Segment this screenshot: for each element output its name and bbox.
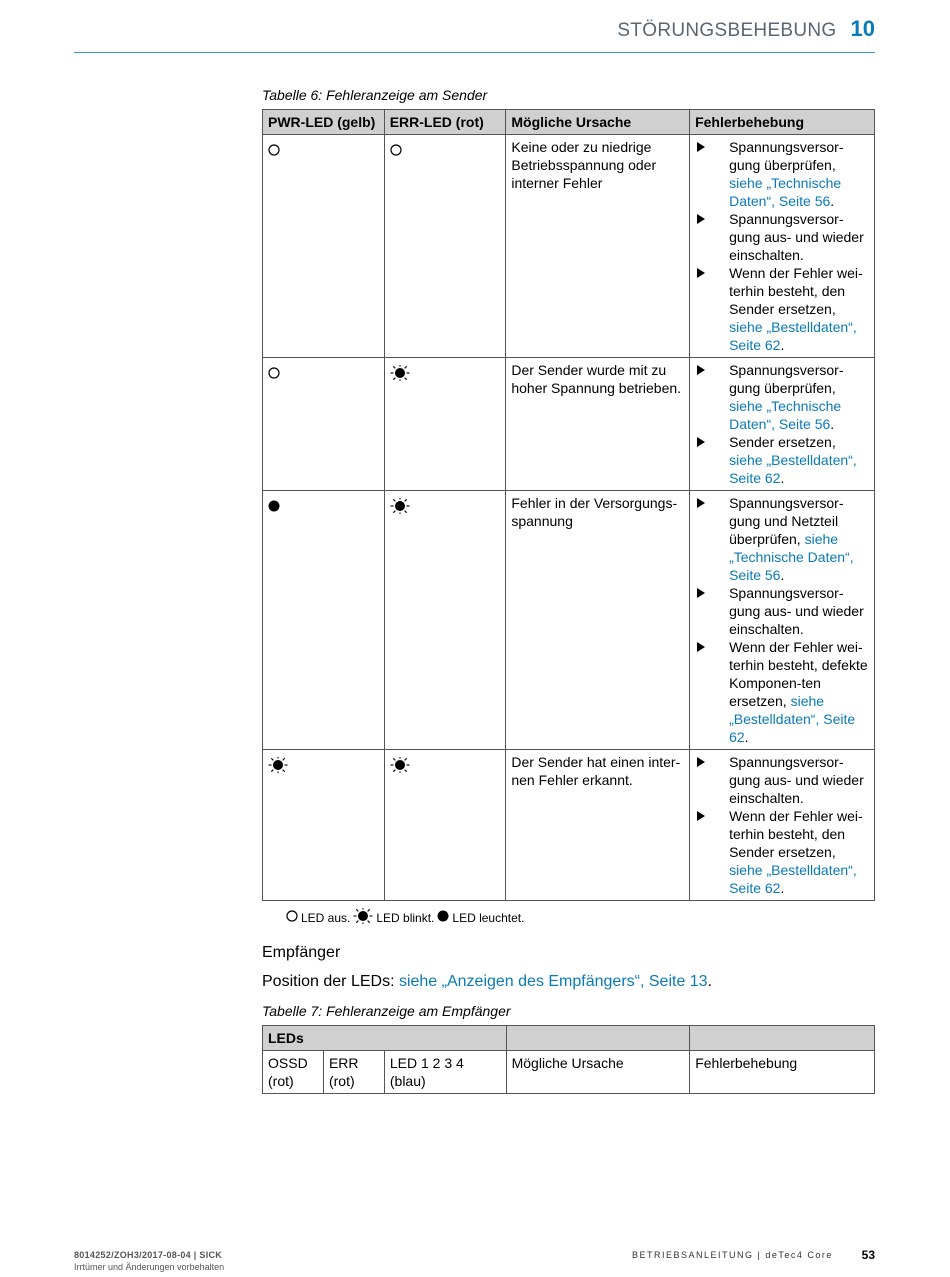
col-fix: Fehlerbehebung: [690, 1051, 875, 1094]
table6-header-row: [263, 110, 875, 135]
footer-doc-info: [74, 1249, 224, 1273]
col-header-fix: Fehlerbehebung: [690, 110, 875, 135]
fix-link[interactable]: siehe „Technische Daten“, Seite 56: [729, 398, 842, 432]
fix-step: [695, 638, 869, 746]
fix-link[interactable]: siehe „Bestelldaten“, Seite 62: [729, 693, 856, 745]
fix-end: .: [780, 337, 785, 353]
fix-end: .: [830, 193, 835, 209]
table6-row: [263, 135, 875, 358]
led-off-icon: [286, 910, 298, 925]
table7: [262, 1025, 875, 1094]
position-end: .: [707, 973, 713, 990]
pwr-led-cell: [263, 750, 385, 901]
led-on-icon: [437, 910, 449, 925]
position-label: Position der LEDs:: [262, 973, 399, 990]
led-blink-icon: [268, 757, 288, 777]
led-position-text: [262, 973, 712, 991]
err-led-cell: [384, 358, 506, 491]
fix-list: [695, 753, 869, 897]
fix-step: [695, 807, 869, 897]
fix-end: .: [830, 416, 835, 432]
fix-end: .: [780, 880, 785, 896]
table6-row: [263, 750, 875, 901]
table6-caption: Tabelle 6: Fehleranzeige am Sender: [262, 87, 488, 103]
led-off-icon: [268, 365, 280, 383]
fix-cell: [690, 491, 875, 750]
fix-text: Spannungsversor-gung aus- und wieder einschalten.: [729, 211, 864, 263]
fix-text: Spannungsversor-gung überprüfen,: [729, 362, 844, 396]
fix-text: Wenn der Fehler wei-terhin besteht, den Sender ersetzen,: [729, 265, 863, 317]
cause-cell: Der Sender wurde mit zu hoher Spannung betrieben.: [506, 358, 690, 491]
table7-caption: Tabelle 7: Fehleranzeige am Empfänger: [262, 1003, 511, 1019]
fix-step: [695, 264, 869, 354]
chapter-title: STÖRUNGSBEHEBUNG: [617, 20, 837, 41]
fix-step: [695, 584, 869, 638]
footer-note: Irrtümer und Änderungen vorbehalten: [74, 1262, 225, 1272]
fix-step: [695, 361, 869, 433]
table6-row: [263, 358, 875, 491]
fix-link[interactable]: siehe „Bestelldaten“, Seite 62: [729, 862, 857, 896]
led-on-icon: [268, 498, 280, 516]
fix-text: Spannungsversor-gung aus- und wieder einschalten.: [729, 754, 864, 806]
fix-text: Spannungsversor-gung und Netzteil überprüfen,: [729, 495, 844, 547]
fix-text: Spannungsversor-gung aus- und wieder einschalten.: [729, 585, 864, 637]
col-led1234: LED 1 2 3 4 (blau): [384, 1051, 506, 1094]
col-cause: Mögliche Ursache: [506, 1051, 690, 1094]
led-off-icon: [390, 142, 402, 160]
led-blink-icon: [390, 365, 410, 385]
cause-cell: Der Sender hat einen inter-nen Fehler erkannt.: [506, 750, 690, 901]
led-legend: [286, 908, 524, 927]
pwr-led-cell: [263, 135, 385, 358]
page-header: [617, 16, 875, 42]
col-ossd: OSSD (rot): [263, 1051, 324, 1094]
fix-text: Spannungsversor-gung überprüfen,: [729, 139, 844, 173]
fix-list: [695, 361, 869, 487]
cause-cell: Keine oder zu niedrige Betriebsspannung oder interner Fehler: [506, 135, 690, 358]
col-header-cause: Mögliche Ursache: [506, 110, 690, 135]
pwr-led-cell: [263, 358, 385, 491]
err-led-cell: [384, 491, 506, 750]
receiver-heading: Empfänger: [262, 944, 341, 961]
col-header-err: ERR-LED (rot): [384, 110, 506, 135]
col-header-leds: LEDs: [263, 1026, 507, 1051]
fix-text: Sender ersetzen,: [729, 434, 836, 450]
col-header-empty-2: [690, 1026, 875, 1051]
footer-doc-number: 8014252/ZOH3/2017-08-04 | SICK: [74, 1250, 223, 1260]
fix-list: [695, 138, 869, 354]
legend-blink-text: LED blinkt.: [376, 910, 435, 925]
fix-link[interactable]: siehe „Technische Daten“, Seite 56: [729, 175, 842, 209]
fix-step: [695, 433, 869, 487]
table6: [262, 109, 875, 901]
header-rule: [74, 52, 875, 53]
fix-text: Wenn der Fehler wei-terhin besteht, den Sender ersetzen,: [729, 808, 863, 860]
fix-link[interactable]: siehe „Technische Daten“, Seite 56: [729, 531, 854, 583]
fix-cell: [690, 750, 875, 901]
position-link[interactable]: siehe „Anzeigen des Empfängers“, Seite 13: [398, 973, 708, 990]
pwr-led-cell: [263, 491, 385, 750]
fix-link[interactable]: siehe „Bestelldaten“, Seite 62: [729, 452, 857, 486]
fix-end: .: [780, 567, 785, 583]
col-header-pwr: PWR-LED (gelb): [263, 110, 385, 135]
table6-row: [263, 491, 875, 750]
fix-step: [695, 494, 869, 584]
led-blink-icon: [390, 498, 410, 518]
cause-cell: Fehler in der Versorgungs-spannung: [506, 491, 690, 750]
led-off-icon: [268, 142, 280, 160]
err-led-cell: [384, 750, 506, 901]
fix-step: [695, 753, 869, 807]
fix-cell: [690, 135, 875, 358]
footer-manual: BETRIEBSANLEITUNG | deTec4 Core: [632, 1250, 833, 1260]
fix-text: Wenn der Fehler wei-terhin besteht, defekte Komponen-ten ersetzen,: [729, 639, 868, 709]
err-led-cell: [384, 135, 506, 358]
fix-list: [695, 494, 869, 746]
fix-link[interactable]: siehe „Bestelldaten“, Seite 62: [729, 319, 857, 353]
page-number: 53: [861, 1248, 875, 1262]
col-header-empty-1: [506, 1026, 690, 1051]
fix-end: .: [744, 729, 749, 745]
fix-step: [695, 210, 869, 264]
chapter-number: 10: [850, 16, 875, 41]
fix-cell: [690, 358, 875, 491]
legend-on-text: LED leuchtet.: [452, 910, 525, 925]
legend-off-text: LED aus.: [301, 910, 351, 925]
led-blink-icon: [390, 757, 410, 777]
fix-end: .: [780, 470, 785, 486]
led-blink-icon: [353, 908, 373, 927]
table7-group-row: [263, 1026, 875, 1051]
fix-step: [695, 138, 869, 210]
table7-subheader-row: [263, 1051, 875, 1094]
col-err: ERR (rot): [323, 1051, 384, 1094]
